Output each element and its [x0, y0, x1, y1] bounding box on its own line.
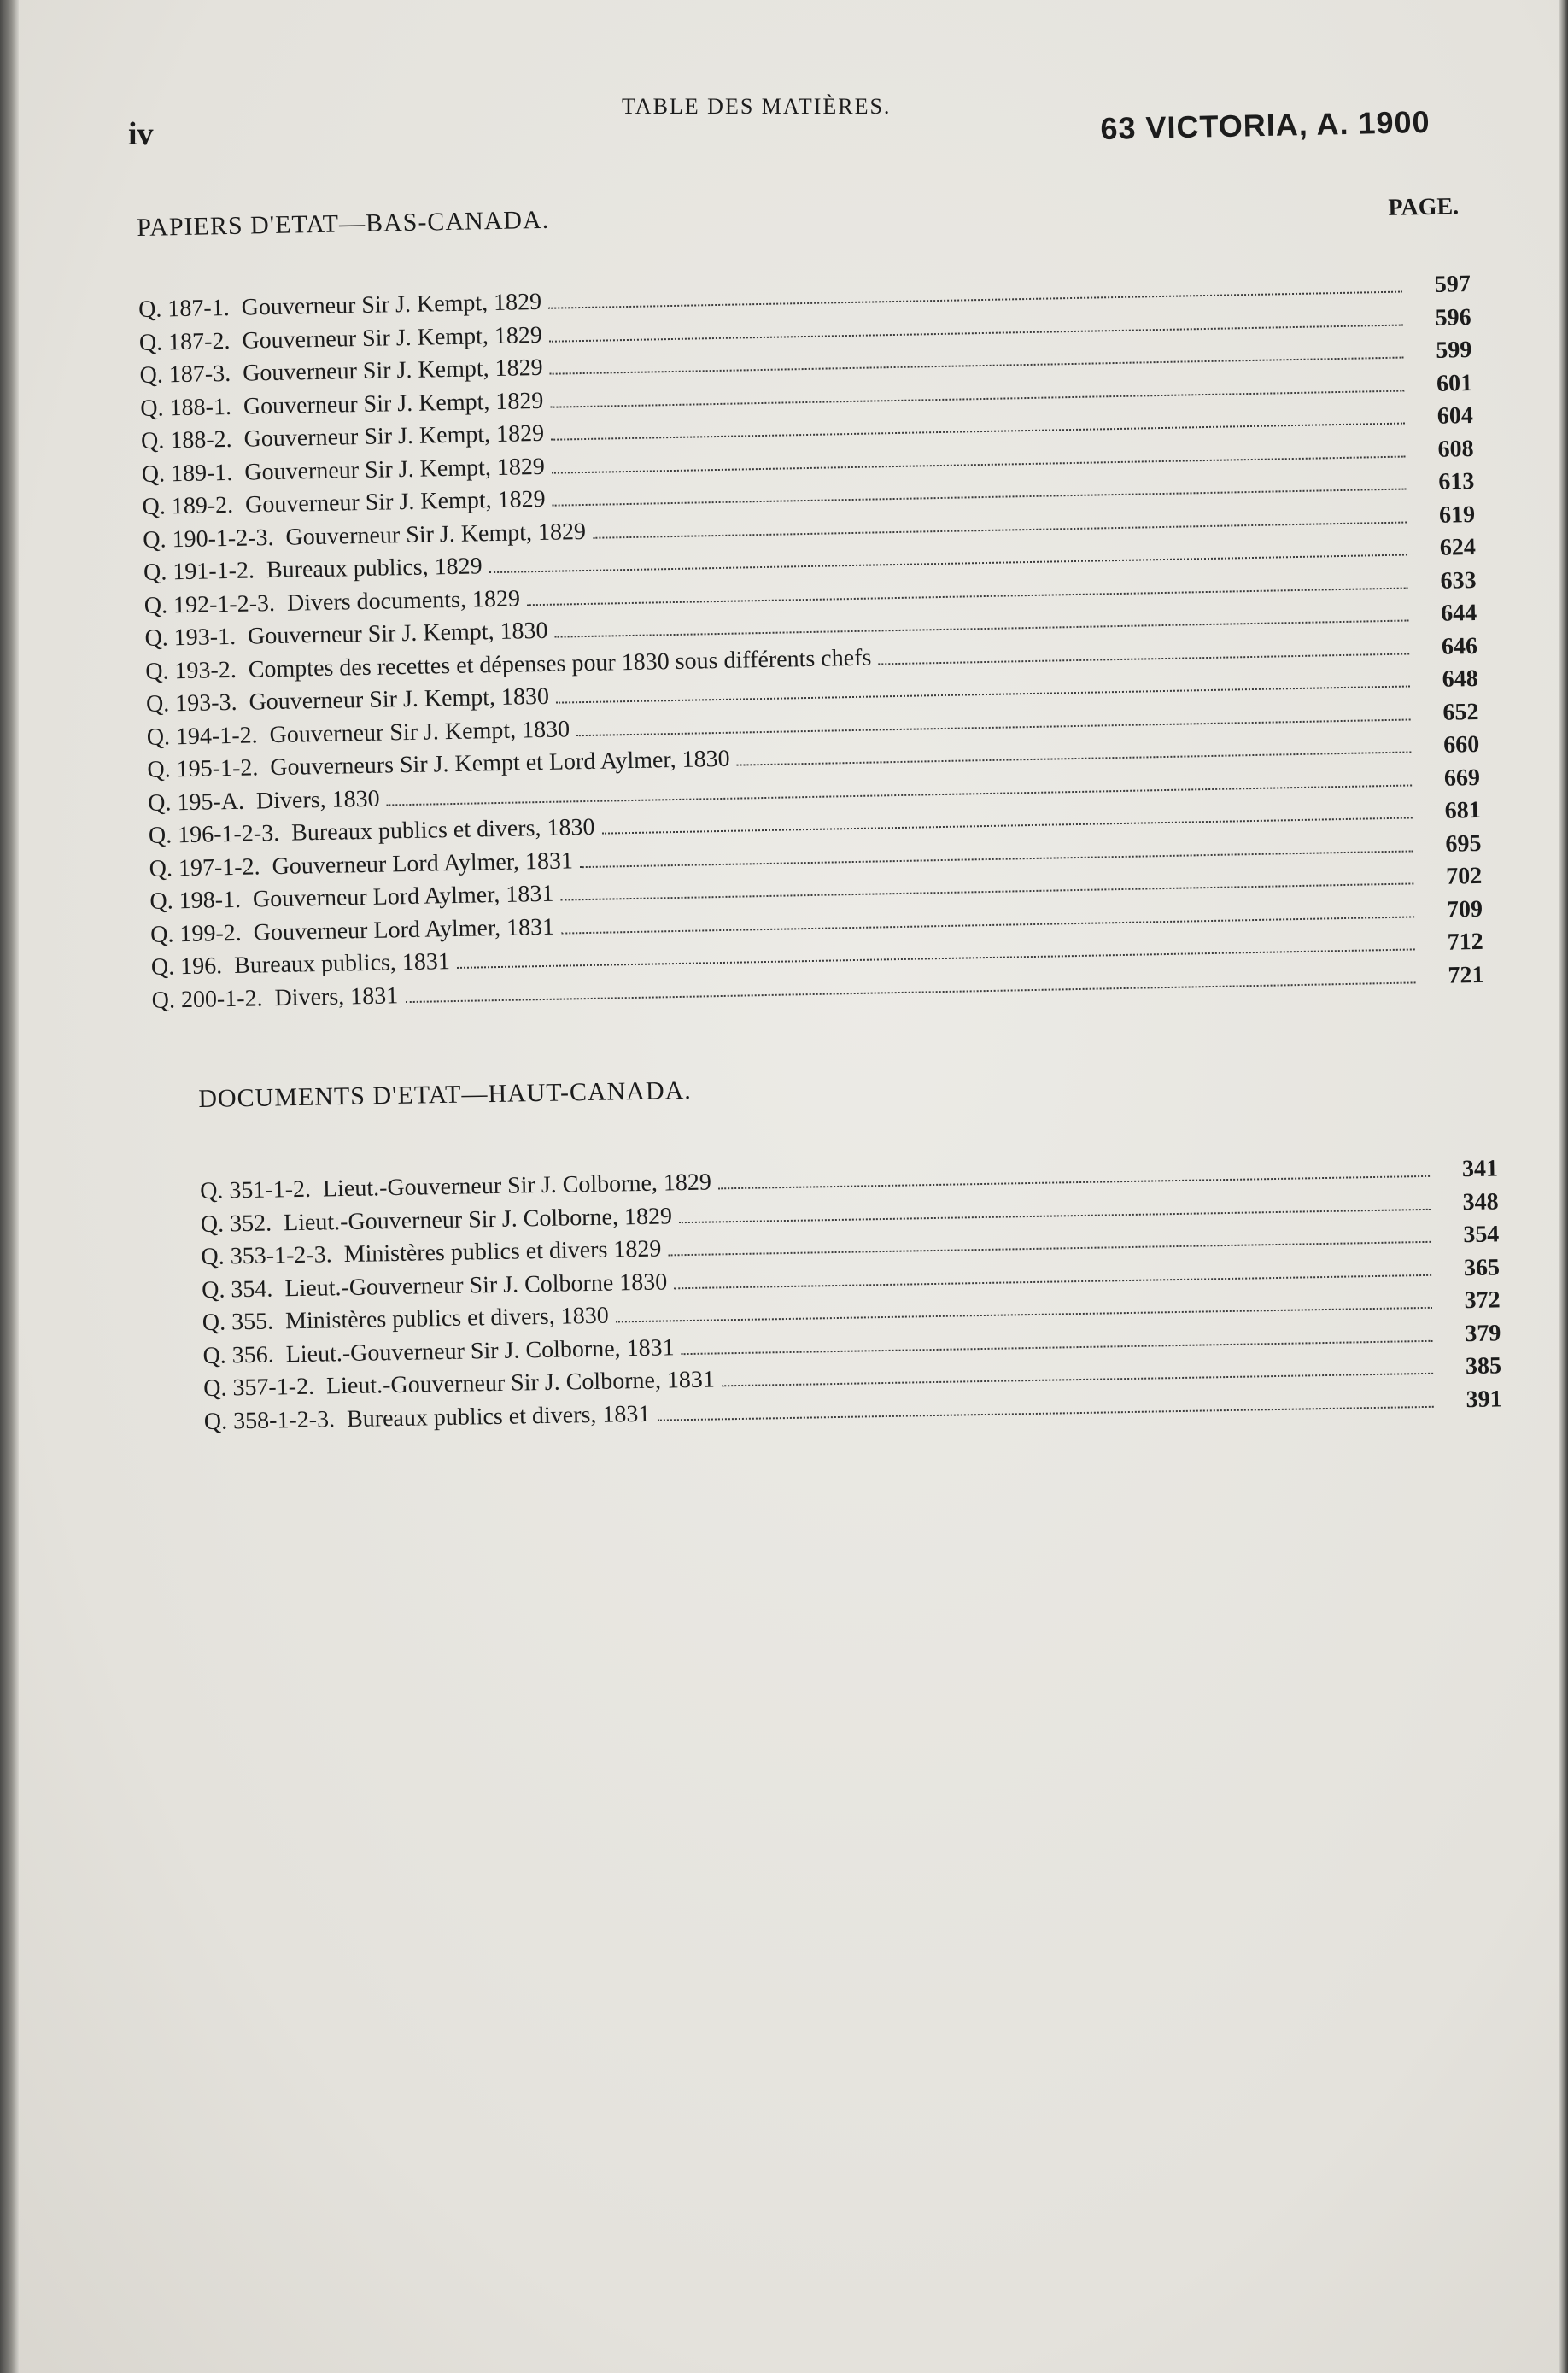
- entry-description: Gouverneurs Sir J. Kempt et Lord Aylmer, 1830: [270, 745, 730, 782]
- entry-description: Gouverneur Sir J. Kempt, 1829: [243, 387, 544, 420]
- entry-page-number: 379: [1465, 1319, 1501, 1347]
- entry-description: Gouverneur Lord Aylmer, 1831: [253, 913, 555, 946]
- entry-description: Divers, 1830: [255, 785, 380, 814]
- entry-page-number: 341: [1461, 1155, 1499, 1183]
- entry-list: [138, 268, 1484, 1017]
- entry-description: Gouverneur Sir J. Kempt, 1829: [242, 321, 543, 354]
- entry-description: Lieut.-Gouverneur Sir J. Colborne 1830: [284, 1268, 668, 1302]
- entry-code: Q. 192-1-2-3.: [143, 589, 276, 619]
- entry-code: Q. 187-3.: [139, 360, 231, 389]
- dot-leader: [679, 1208, 1431, 1222]
- entry-page-number: 385: [1465, 1352, 1502, 1380]
- entry-description: Divers documents, 1829: [286, 584, 521, 617]
- entry-page-number: 597: [1434, 271, 1471, 298]
- entry-page-number: 721: [1448, 961, 1484, 989]
- entry-code: Q. 353-1-2-3.: [201, 1241, 332, 1270]
- entry-code: Q. 194-1-2.: [146, 721, 258, 751]
- entry-description: Gouverneur Sir J. Kempt, 1830: [249, 683, 550, 716]
- entry-code: Q. 356.: [202, 1341, 275, 1369]
- entry-page-number: 712: [1447, 928, 1483, 956]
- entry-description: Gouverneur Lord Aylmer, 1831: [252, 880, 554, 913]
- entry-page-number: 604: [1436, 402, 1474, 430]
- entry-code: Q. 189-2.: [142, 491, 234, 520]
- entry-page-number: 601: [1436, 369, 1473, 397]
- entry-code: Q. 358-1-2-3.: [203, 1405, 336, 1435]
- entry-code: Q. 191-1-2.: [143, 557, 255, 586]
- entry-description: Gouverneur Sir J. Kempt, 1830: [247, 617, 548, 650]
- entry-description: Gouverneur Sir J. Kempt, 1829: [244, 485, 546, 519]
- entry-description: Bureaux publics et divers, 1831: [346, 1400, 651, 1433]
- entry-code: Q. 187-2.: [138, 327, 231, 356]
- entry-description: Gouverneur Sir J. Kempt, 1829: [242, 354, 543, 387]
- entry-description: Lieut.-Gouverneur Sir J. Colborne, 1831: [285, 1333, 675, 1368]
- entry-description: Gouverneur Sir J. Kempt, 1829: [243, 419, 545, 453]
- dot-leader: [737, 751, 1412, 765]
- entry-code: Q. 190-1-2-3.: [143, 524, 274, 554]
- entry-description: Gouverneur Sir J. Kempt, 1830: [269, 715, 570, 748]
- entry-page-number: 652: [1442, 698, 1479, 726]
- dot-leader: [682, 1339, 1433, 1354]
- entry-page-number: 599: [1436, 337, 1472, 364]
- entry-page-number: 648: [1442, 665, 1479, 693]
- entry-code: Q. 355.: [202, 1308, 274, 1336]
- entry-page-number: 702: [1445, 862, 1483, 890]
- entry-page-number: 613: [1438, 467, 1475, 495]
- entry-page-number: 644: [1440, 599, 1477, 627]
- dot-leader: [722, 1373, 1433, 1387]
- entry-page-number: 391: [1466, 1385, 1502, 1413]
- entry-page-number: 348: [1462, 1187, 1499, 1216]
- section-haut-canada: [198, 1062, 1502, 1438]
- entry-page-number: 660: [1442, 730, 1480, 759]
- entry-page-number: 619: [1438, 501, 1476, 529]
- page-column-label: PAGE.: [1388, 193, 1460, 221]
- section-bas-canada: [137, 188, 1484, 1017]
- entry-page-number: 669: [1443, 764, 1481, 792]
- entry-code: Q. 193-3.: [145, 688, 237, 718]
- entry-code: Q. 195-A.: [147, 788, 245, 817]
- entry-code: Q. 188-1.: [140, 393, 232, 422]
- entry-description: Ministères publics et divers 1829: [343, 1235, 662, 1269]
- entry-page-number: 365: [1463, 1253, 1501, 1281]
- entry-code: Q. 354.: [201, 1275, 273, 1304]
- entry-code: Q. 351-1-2.: [199, 1175, 312, 1204]
- entry-page-number: 354: [1463, 1221, 1500, 1249]
- entry-code: Q. 193-2.: [144, 656, 237, 685]
- entry-code: Q. 187-1.: [137, 294, 230, 323]
- entry-description: Divers, 1831: [274, 981, 399, 1011]
- entry-description: Bureaux publics, 1829: [266, 553, 483, 584]
- entry-code: Q. 200-1-2.: [151, 984, 263, 1014]
- entry-page-number: 608: [1437, 435, 1474, 463]
- entry-code: Q. 197-1-2.: [149, 853, 260, 882]
- entry-page-number: 695: [1445, 829, 1482, 858]
- entry-code: Q. 195-1-2.: [147, 754, 259, 783]
- entry-page-number: 681: [1444, 796, 1481, 824]
- section-title: PAPIERS D'ETAT—BAS-CANADA.: [137, 205, 550, 242]
- entry-code: Q. 352.: [200, 1210, 272, 1238]
- entry-page-number: 646: [1441, 632, 1478, 660]
- entry-page-number: 372: [1464, 1286, 1501, 1315]
- entry-description: Gouverneur Sir J. Kempt, 1829: [244, 453, 546, 486]
- book-spine-shadow: [0, 0, 19, 2373]
- section-title: DOCUMENTS D'ETAT—HAUT-CANADA.: [198, 1075, 693, 1113]
- entry-code: Q. 188-2.: [140, 425, 232, 454]
- entry-code: Q. 196-1-2-3.: [148, 819, 280, 849]
- entry-code: Q. 193-1.: [144, 623, 237, 652]
- entry-page-number: 596: [1435, 303, 1471, 331]
- entry-code: Q. 196.: [150, 952, 223, 981]
- entry-description: Lieut.-Gouverneur Sir J. Colborne, 1831: [325, 1366, 716, 1400]
- entry-description: Ministères publics et divers, 1830: [284, 1302, 610, 1335]
- entry-description: Bureaux publics et divers, 1830: [290, 813, 595, 847]
- entry-description: Bureaux publics, 1831: [233, 948, 451, 979]
- entry-list: [200, 1152, 1502, 1438]
- page-edge-shadow: [1559, 0, 1568, 2373]
- dot-leader: [718, 1175, 1430, 1190]
- entry-code: Q. 357-1-2.: [202, 1373, 315, 1402]
- entry-page-number: 709: [1446, 895, 1483, 923]
- volume-label: 63 VICTORIA, A. 1900: [1100, 103, 1431, 146]
- entry-code: Q. 189-1.: [141, 459, 233, 488]
- entry-page-number: 624: [1439, 533, 1477, 561]
- entry-page-number: 633: [1440, 566, 1477, 595]
- entry-description: Lieut.-Gouverneur Sir J. Colborne, 1829: [322, 1169, 712, 1203]
- dot-leader: [657, 1405, 1433, 1421]
- entry-description: Gouverneur Sir J. Kempt, 1829: [241, 288, 542, 321]
- entry-description: Gouverneur Lord Aylmer, 1831: [272, 847, 574, 880]
- entry-description: Comptes des recettes et dépenses pour 1830 sous différents chefs: [248, 644, 872, 683]
- dot-leader: [405, 981, 1415, 1003]
- entry-code: Q. 198-1.: [149, 886, 242, 915]
- entry-code: Q. 199-2.: [149, 919, 243, 948]
- entry-description: Lieut.-Gouverneur Sir J. Colborne, 1829: [283, 1202, 673, 1236]
- entry-description: Gouverneur Sir J. Kempt, 1829: [285, 518, 587, 551]
- running-title: TABLE DES MATIÈRES.: [622, 94, 892, 119]
- page-number: iv: [128, 116, 154, 152]
- dot-leader: [878, 653, 1409, 665]
